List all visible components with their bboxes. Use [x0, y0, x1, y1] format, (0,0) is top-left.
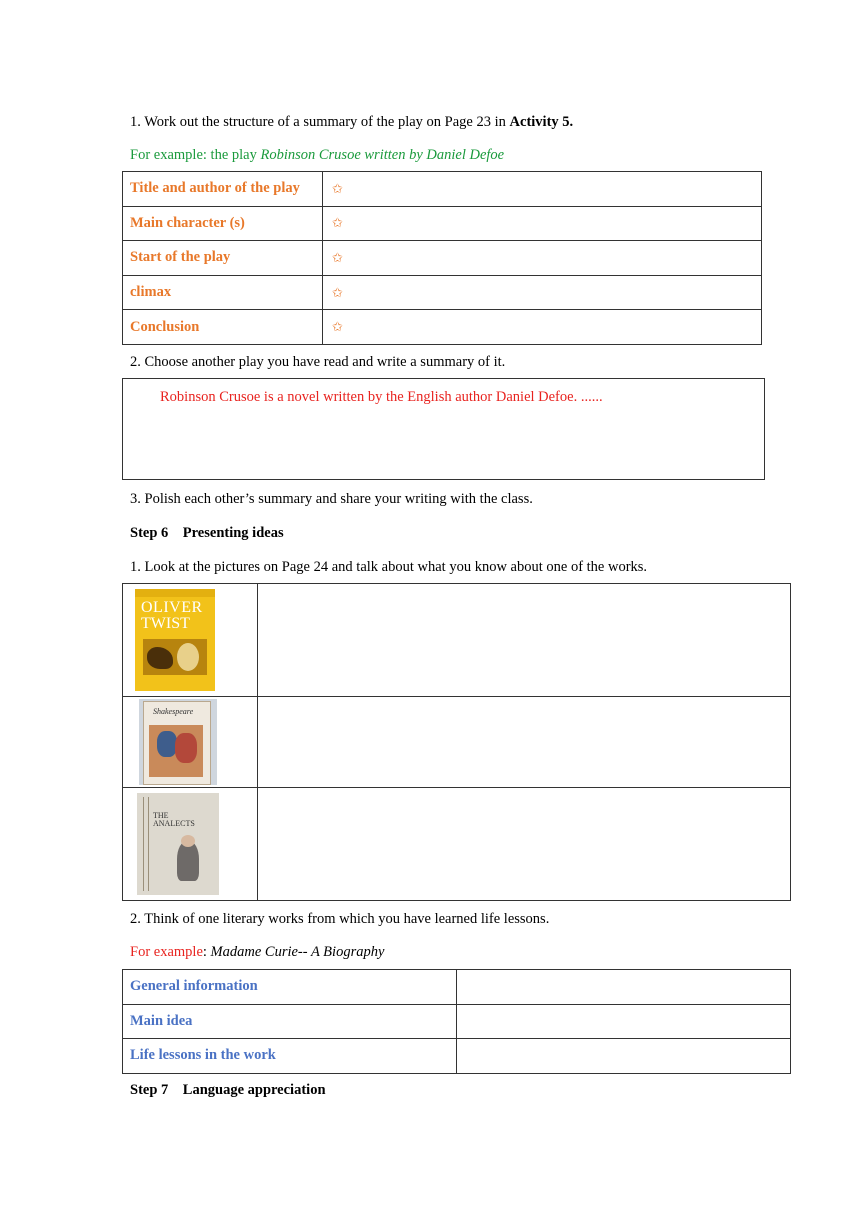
- table-row: [123, 275, 762, 310]
- table-row: [123, 970, 791, 1005]
- books-table: [122, 583, 791, 901]
- answer-cell[interactable]: [457, 1039, 791, 1074]
- row-label: Main idea: [123, 1004, 457, 1039]
- row-label: climax: [123, 275, 323, 310]
- step-6-heading: Step 6 Presenting ideas: [130, 525, 284, 541]
- lessons-table: [122, 969, 791, 1074]
- question-1-body: Work out the structure of a summary of the play on Page 23 in: [144, 114, 506, 130]
- table-row: [123, 241, 762, 276]
- shakespeare-cover: [139, 699, 217, 785]
- question-1-text: 1.: [130, 114, 141, 130]
- star-icon[interactable]: ✩: [323, 206, 762, 241]
- analects-cover: [137, 793, 219, 895]
- step-6-question-2: 2. Think of one literary works from which you have learned life lessons.: [130, 911, 550, 927]
- table-row: [123, 788, 791, 901]
- table-row: [123, 697, 791, 788]
- step-6-question-1: 1. Look at the pictures on Page 24 and talk about what you know about one of the works.: [130, 559, 648, 575]
- answer-cell[interactable]: [457, 970, 791, 1005]
- row-label: Start of the play: [123, 241, 323, 276]
- answer-cell[interactable]: [258, 788, 791, 901]
- table-row: [123, 584, 791, 697]
- table-row: [123, 1039, 791, 1074]
- structure-table: [122, 171, 762, 345]
- example-2-title: Madame Curie-- A Biography: [210, 944, 385, 960]
- row-label: General information: [123, 970, 457, 1005]
- example-2-lead: For example: [130, 944, 203, 960]
- cover-title-1: OLIVER: [141, 599, 203, 616]
- row-label: Main character (s): [123, 206, 323, 241]
- row-label: Life lessons in the work: [123, 1039, 457, 1074]
- answer-cell[interactable]: [457, 1004, 791, 1039]
- cover-title-2: ANALECTS: [153, 819, 195, 828]
- example-2-colon: :: [202, 944, 207, 960]
- example-2: [130, 944, 384, 961]
- table-row: [123, 206, 762, 241]
- star-icon[interactable]: ✩: [323, 310, 762, 345]
- oliver-twist-cover: [135, 589, 215, 691]
- cover-title-1: Shakespeare: [153, 707, 194, 716]
- answer-cell[interactable]: [258, 697, 791, 788]
- table-row: [123, 1004, 791, 1039]
- example-1: [130, 147, 504, 164]
- step-7-heading: Step 7 Language appreciation: [130, 1082, 326, 1098]
- star-icon[interactable]: ✩: [323, 172, 762, 207]
- question-3: 3. Polish each other’s summary and share your writing with the class.: [130, 491, 533, 507]
- summary-text: Robinson Crusoe is a novel written by the English author Daniel Defoe. ......: [160, 389, 603, 405]
- table-row: [123, 310, 762, 345]
- row-label: Conclusion: [123, 310, 323, 345]
- star-icon[interactable]: ✩: [323, 275, 762, 310]
- star-icon[interactable]: ✩: [323, 241, 762, 276]
- summary-box[interactable]: [122, 378, 765, 480]
- book-cell: [123, 697, 258, 788]
- question-1: [130, 114, 573, 131]
- example-1-title: Robinson Crusoe written by Daniel Defoe: [260, 147, 505, 163]
- table-row: [123, 172, 762, 207]
- question-2: 2. Choose another play you have read and write a summary of it.: [130, 354, 506, 370]
- cover-title-1: THE: [153, 811, 169, 820]
- book-cell: [123, 788, 258, 901]
- answer-cell[interactable]: [258, 584, 791, 697]
- cover-title-2: TWIST: [141, 615, 190, 632]
- example-1-lead: For example: the play: [130, 147, 257, 163]
- book-cell: [123, 584, 258, 697]
- row-label: Title and author of the play: [123, 172, 323, 207]
- activity-ref: Activity 5.: [509, 114, 574, 130]
